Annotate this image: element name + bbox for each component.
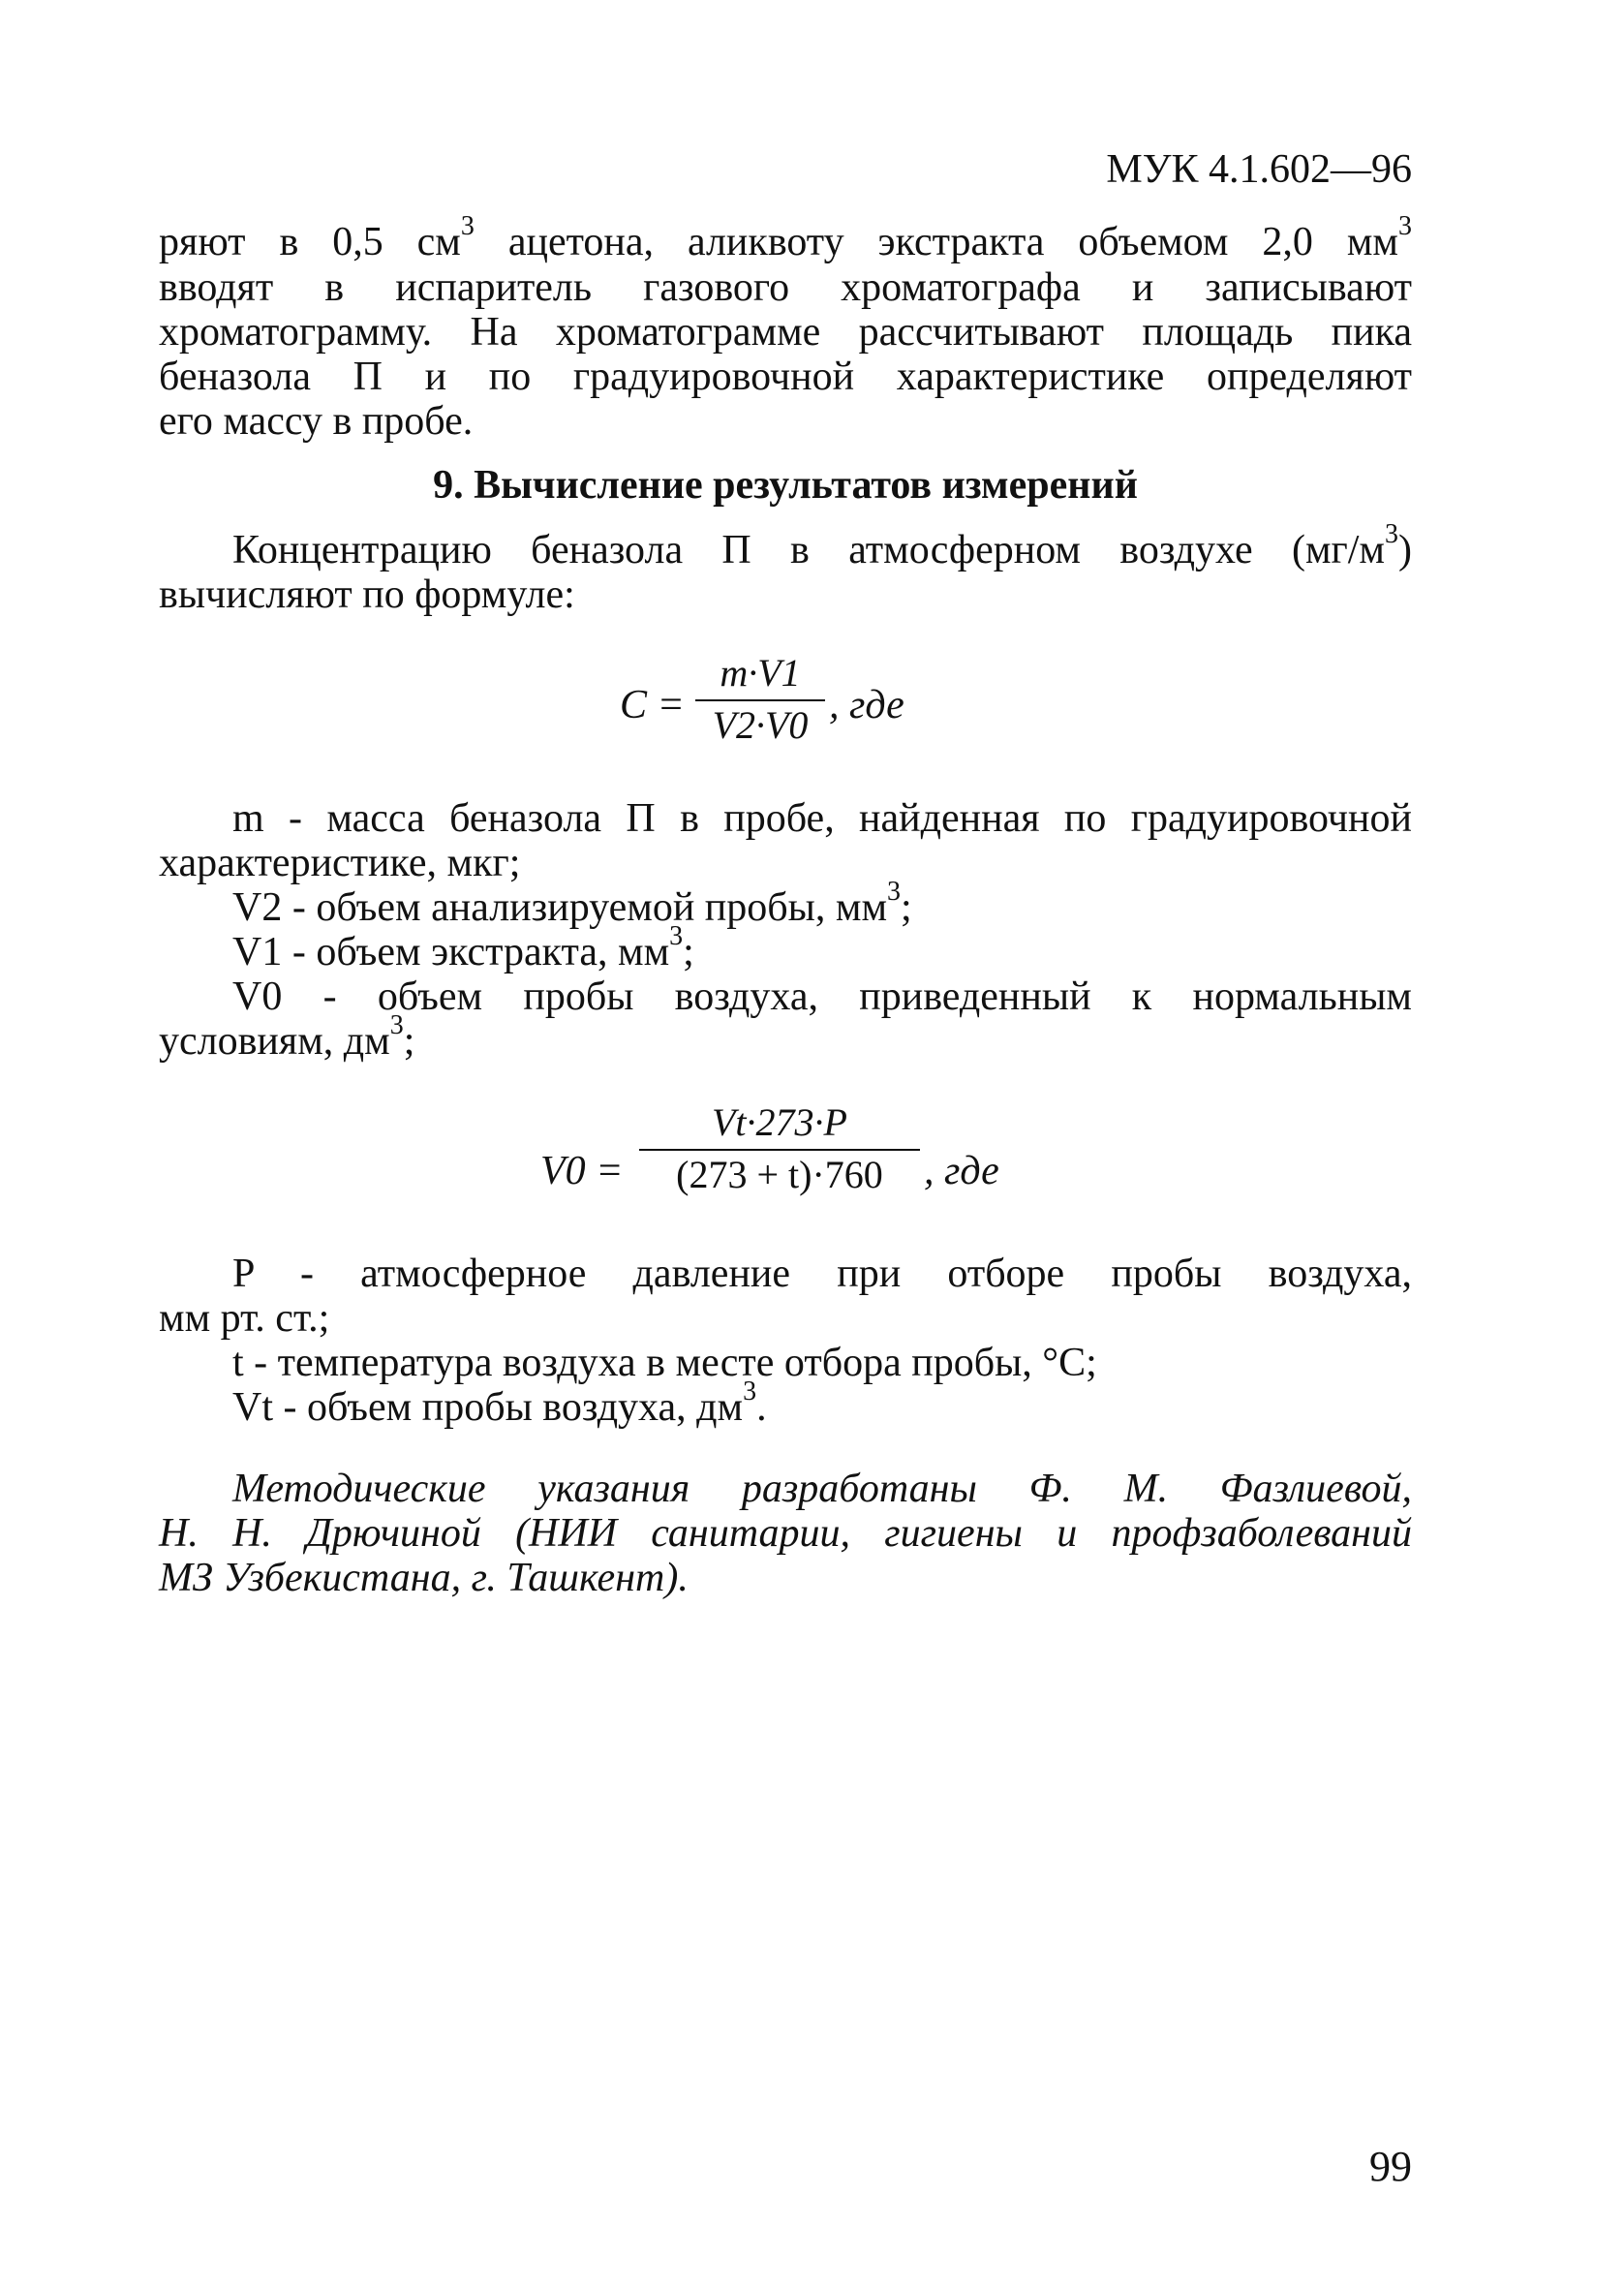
credits-line-1: Методические указания разработаны Ф. М. Фазлиевой, — [232, 1467, 1412, 1511]
concentration-line-2: вычисляют по формуле: — [159, 572, 575, 617]
page-number: 99 — [1369, 2143, 1412, 2190]
section-title: 9. Вычисление результатов измерений — [433, 463, 1138, 508]
concentration-text-a: Концентрацию беназола П в атмосферном воздухе (мг/м — [232, 528, 1385, 572]
definition-t: t - температура воздуха в месте отбора пробы, °C; — [232, 1341, 1097, 1385]
definition-v1 — [232, 921, 694, 974]
definition-v1-end: ; — [683, 930, 694, 974]
symbol-v1: V1 — [232, 930, 283, 974]
superscript: 3 — [1398, 211, 1412, 241]
definition-v2 — [232, 877, 912, 930]
definition-v1-text: - объем экстракта, мм — [282, 930, 670, 974]
concentration-line-1 — [232, 519, 1412, 572]
formula-2-fraction — [639, 1100, 920, 1197]
intro-line-3: хроматограмму. На хроматограмме рассчитывают площадь пика — [159, 310, 1412, 355]
definition-v2-text: - объем анализируемой пробы, мм — [282, 885, 888, 930]
fraction-bar — [695, 699, 825, 701]
definition-p-line-1: P - атмосферное давление при отборе пробы воздуха, — [232, 1252, 1412, 1296]
concentration-text-b: ) — [1398, 528, 1412, 572]
formula-1-numerator: m·V1 — [720, 651, 801, 695]
formula-2-denominator: (273 + t)·760 — [676, 1153, 883, 1196]
intro-line-1-text-b: ацетона, аликвоту экстракта объемом 2,0 мм — [474, 220, 1398, 264]
formula-2-suffix: , где — [924, 1149, 999, 1193]
definition-vt-text: Vt - объем пробы воздуха, дм — [232, 1385, 744, 1430]
formula-2-lhs: V0 = — [540, 1149, 624, 1193]
document-code: МУК 4.1.602—96 — [1106, 147, 1412, 192]
fraction-bar — [639, 1149, 920, 1151]
definition-v2-end: ; — [901, 885, 912, 930]
intro-line-1-text-a: ряют в 0,5 см — [159, 220, 461, 264]
superscript: 3 — [389, 1010, 404, 1040]
superscript: 3 — [669, 921, 684, 951]
definition-vt — [232, 1376, 767, 1430]
definition-v0-text: условиям, дм — [159, 1019, 390, 1064]
superscript: 3 — [1385, 519, 1398, 549]
credits-line-3: МЗ Узбекистана, г. Ташкент). — [159, 1556, 689, 1600]
definition-m-line-1: m - масса беназола П в пробе, найденная по градуировочной — [232, 796, 1412, 841]
formula-1-denominator: V2·V0 — [712, 703, 809, 747]
definition-v0-line-2 — [159, 1010, 415, 1064]
credits-line-2: Н. Н. Дрючиной (НИИ санитарии, гигиены и профзаболеваний — [159, 1511, 1412, 1556]
intro-line-5: его массу в пробе. — [159, 399, 474, 444]
formula-1-lhs: C = — [620, 683, 685, 727]
formula-2-numerator: Vt·273·P — [712, 1100, 847, 1144]
symbol-v2: V2 — [232, 885, 283, 930]
definition-v0-line-1: V0 - объем пробы воздуха, приведенный к нормальным — [232, 974, 1412, 1019]
intro-line-2: вводят в испаритель газового хроматографа и записывают — [159, 265, 1412, 310]
superscript: 3 — [743, 1376, 757, 1407]
superscript: 3 — [887, 877, 902, 907]
definition-m-line-2: характеристике, мкг; — [159, 841, 521, 885]
formula-1-suffix: , где — [829, 683, 904, 727]
definition-p-line-2: мм рт. ст.; — [159, 1296, 330, 1341]
intro-line-4: беназола П и по градуировочной характеристике определяют — [159, 355, 1412, 399]
intro-line-1 — [159, 211, 1412, 264]
definition-v0-end: ; — [403, 1019, 415, 1064]
superscript: 3 — [460, 211, 475, 241]
formula-1-fraction — [695, 651, 825, 748]
definition-vt-end: . — [756, 1385, 767, 1430]
